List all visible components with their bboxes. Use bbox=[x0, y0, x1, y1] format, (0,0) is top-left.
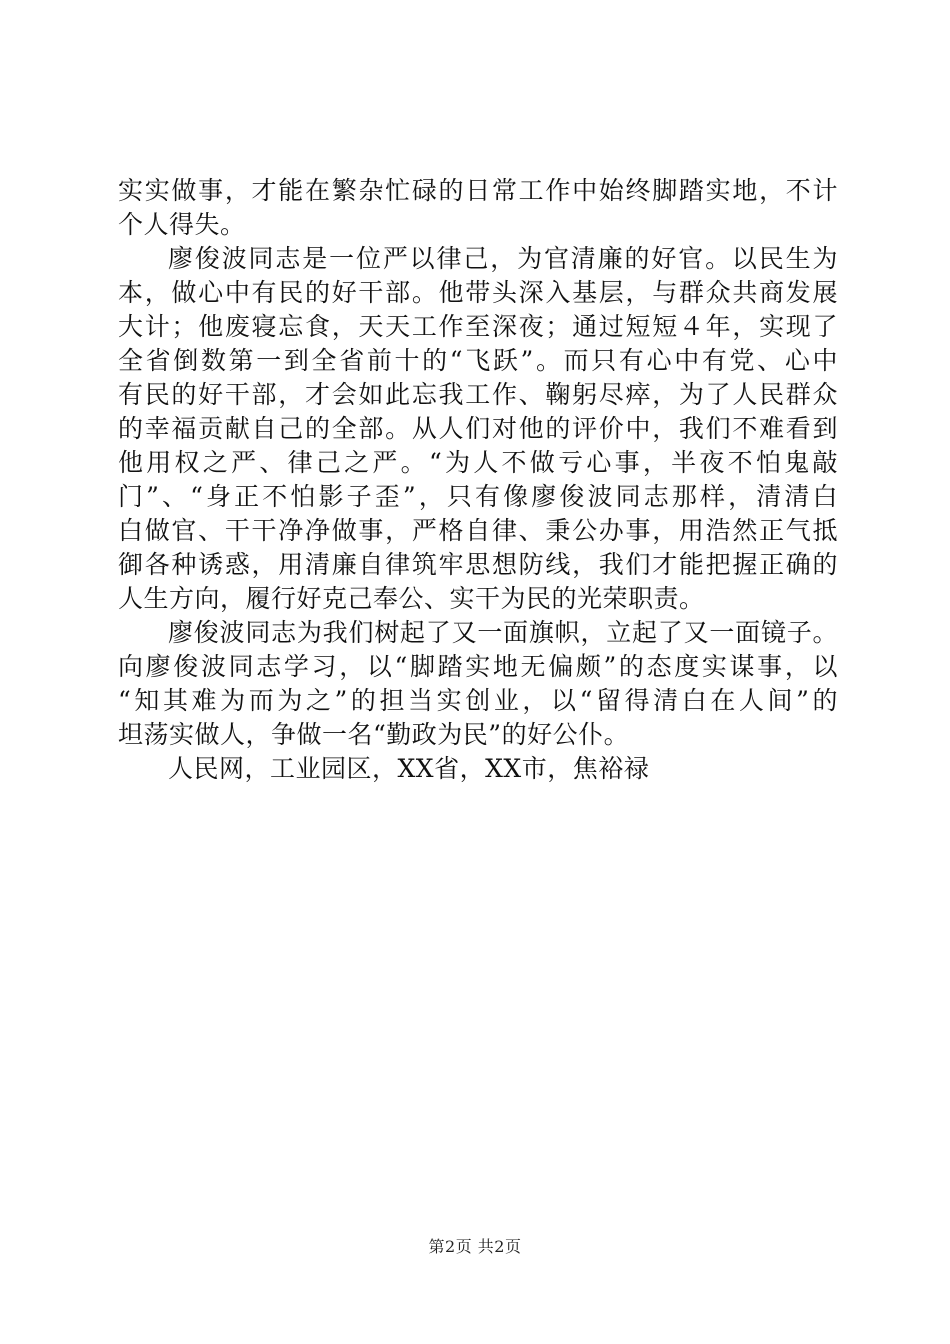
text-line: 人生方向，履行好克己奉公、实干为民的光荣职责。 bbox=[118, 584, 705, 613]
page-number-footer: 第2页 共2页 bbox=[428, 1237, 522, 1256]
text-line: 坦荡实做人，争做一名“勤政为民”的好公仆。 bbox=[118, 720, 630, 749]
text-line: 全省倒数第一到全省前十的“飞跃”。而只有心中有党、心中 bbox=[118, 346, 838, 375]
text-line: 向廖俊波同志学习，以“脚踏实地无偏颇”的态度实谋事，以 bbox=[118, 652, 838, 681]
paragraph-first-line: 廖俊波同志是一位严以律己，为官清廉的好官。以民生为 bbox=[168, 244, 838, 273]
article-body bbox=[118, 174, 838, 786]
text-line: 白做官、干干净净做事，严格自律、秉公办事，用浩然正气抵 bbox=[118, 516, 838, 545]
paragraph-first-line: 廖俊波同志为我们树起了又一面旗帜，立起了又一面镜子。 bbox=[168, 618, 838, 647]
text-line: 大计；他废寝忘食，天天工作至深夜；通过短短４年，实现了 bbox=[118, 312, 838, 341]
text-line: 本，做心中有民的好干部。他带头深入基层，与群众共商发展 bbox=[118, 278, 838, 307]
text-line: 个人得失。 bbox=[118, 210, 246, 239]
text-line: 实实做事，才能在繁杂忙碌的日常工作中始终脚踏实地，不计 bbox=[118, 176, 838, 205]
text-line: 有民的好干部，才会如此忘我工作、鞠躬尽瘁，为了人民群众 bbox=[118, 380, 838, 409]
text-line: 御各种诱惑，用清廉自律筑牢思想防线，我们才能把握正确的 bbox=[118, 550, 838, 579]
keywords-line: 人民网，工业园区，XX省，XX市，焦裕禄 bbox=[168, 754, 650, 783]
text-line: 门”、“身正不怕影子歪”，只有像廖俊波同志那样，清清白 bbox=[118, 482, 838, 511]
text-line: “知其难为而为之”的担当实创业，以“留得清白在人间”的 bbox=[118, 686, 838, 715]
text-line: 他用权之严、律己之严。“为人不做亏心事，半夜不怕鬼敲 bbox=[118, 448, 838, 477]
text-line: 的幸福贡献自己的全部。从人们对他的评价中，我们不难看到 bbox=[118, 414, 838, 443]
